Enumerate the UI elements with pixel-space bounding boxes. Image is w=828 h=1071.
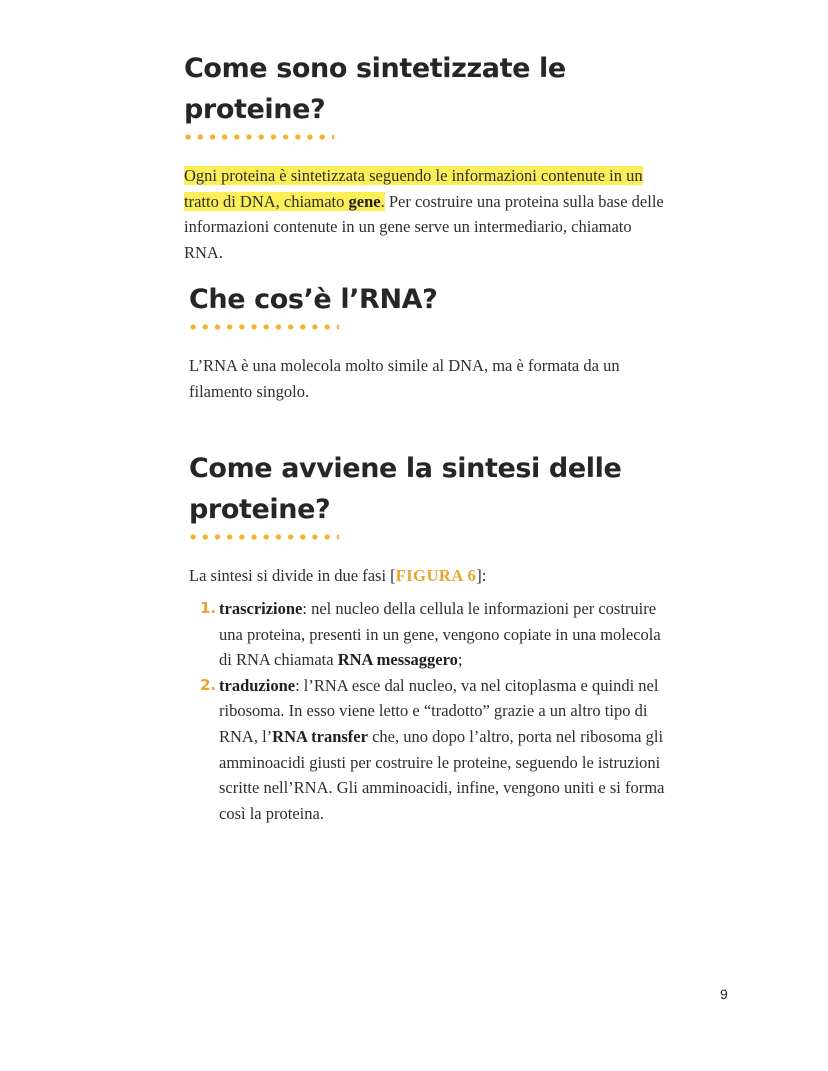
figure-reference: FIGURA 6 (395, 566, 477, 585)
list-item: 2. traduzione: l’RNA esce dal nucleo, va nel citoplasma e quindi nel ribosoma. In esso viene letto e “tradotto” grazie a un altro tipo di RNA, l’RNA transfer che, uno dopo l’altro, porta nel ribosoma gli amminoacidi giusti per costruire le proteine, seguendo le istruzioni scritte nell’RNA. Gli amminoacidi, infine, vengono uniti e si forma così la proteina. (200, 673, 670, 827)
synthesis-intro: La sintesi si divide in due fasi [FIGURA 6]: (189, 566, 487, 585)
section-title-protein-synthesis: Come sono sintetizzate le proteine? (184, 53, 566, 125)
list-number: 1. (200, 599, 217, 617)
step-term: trascrizione (219, 599, 303, 618)
rna-paragraph: L’RNA è una molecola molto simile al DNA, ma è formata da un filamento singolo. (189, 356, 620, 401)
dotted-divider (182, 134, 334, 140)
list-item: 1. trascrizione: nel nucleo della cellula le informazioni per costruire una proteina, presenti in un gene, vengono copiate in una molecola di RNA chiamata RNA messaggero; (200, 596, 670, 673)
highlighted-text: Ogni proteina è sintetizzata seguendo le informazioni contenute in un tratto di DNA, chiamato gene. (184, 166, 643, 211)
section-title-synthesis-process: Come avviene la sintesi delle proteine? (189, 453, 622, 525)
synthesis-steps-list (200, 596, 670, 826)
step-bold-term: RNA messaggero (337, 650, 458, 670)
dotted-divider (187, 324, 339, 330)
gene-term: gene (348, 191, 381, 211)
step-bold-term: RNA transfer (272, 726, 368, 746)
intro-paragraph: Ogni proteina è sintetizzata seguendo le informazioni contenute in un tratto di DNA, chiamato gene. Per costruire una proteina sulla base delle informazioni contenute in un gene serve un intermediario, chiamato RNA. (184, 166, 664, 262)
section-title-what-is-rna: Che cos’è l’RNA? (189, 284, 438, 315)
step-term: traduzione (219, 675, 296, 695)
page-number: 9 (720, 986, 728, 1002)
list-number: 2. (200, 675, 217, 694)
dotted-divider (187, 534, 339, 540)
